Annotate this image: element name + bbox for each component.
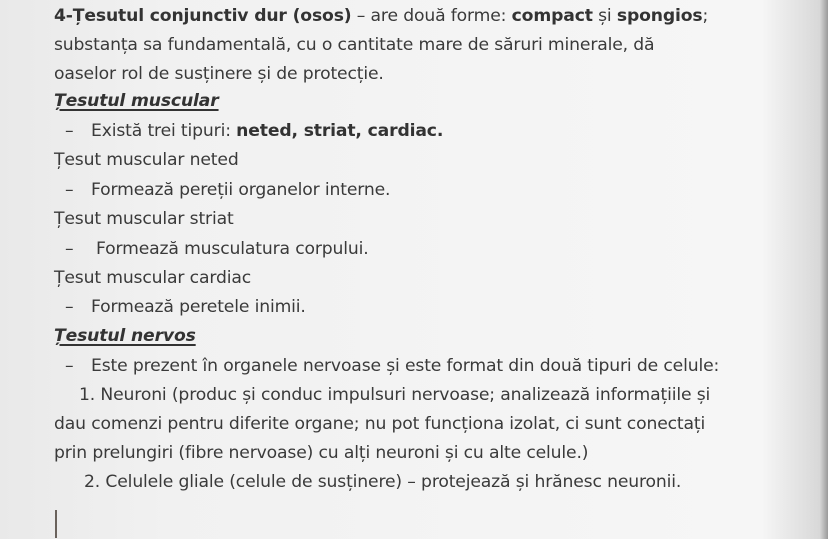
- dash-bullet: –: [65, 356, 74, 376]
- striated-muscle-title: Țesut muscular striat: [54, 209, 234, 229]
- nerve-heading: Țesutul nervos: [54, 326, 196, 346]
- bone-tissue-title: 4-Țesutul conjunctiv dur (osos): [54, 6, 352, 26]
- muscle-heading: Țesutul muscular: [54, 91, 219, 111]
- muscle-types-line: – Există trei tipuri: neted, striat, cardiac.: [65, 121, 444, 141]
- smooth-muscle-desc: – Formează pereții organelor interne.: [65, 180, 391, 200]
- spongios-term: spongios: [616, 6, 703, 26]
- dash-bullet: –: [65, 239, 74, 259]
- bone-tissue-line-1: 4-Țesutul conjunctiv dur (osos) – are două forme: compact și spongios;: [54, 6, 709, 26]
- text-cursor: [55, 510, 57, 538]
- neurons-line-3: prin prelungiri (fibre nervoase) cu alți neuroni și cu alte celule.): [54, 443, 589, 463]
- neurons-line-2: dau comenzi pentru diferite organe; nu pot funcționa izolat, ci sunt conectați: [54, 414, 706, 434]
- muscle-types-bold: neted, striat, cardiac.: [236, 121, 444, 141]
- striated-muscle-desc: – Formează musculatura corpului.: [65, 239, 369, 259]
- bone-tissue-line-2: substanța sa fundamentală, cu o cantitate mare de săruri minerale, dă: [54, 35, 655, 55]
- cardiac-muscle-title: Țesut muscular cardiac: [54, 268, 252, 288]
- dash-bullet: –: [65, 297, 74, 317]
- neurons-line-1: 1. Neuroni (produc și conduc impulsuri nervoase; analizează informațiile și: [79, 385, 711, 405]
- dash-bullet: –: [65, 121, 74, 141]
- cardiac-muscle-desc: – Formează peretele inimii.: [65, 297, 306, 317]
- nerve-intro: – Este prezent în organele nervoase și este format din două tipuri de celule:: [65, 356, 720, 376]
- smooth-muscle-title: Țesut muscular neted: [54, 150, 239, 170]
- bone-tissue-line-3: oaselor rol de susținere și de protecție.: [54, 64, 384, 84]
- glial-cells-line: 2. Celulele gliale (celule de susținere) – protejează și hrănesc neuronii.: [84, 472, 682, 492]
- dash-bullet: –: [65, 180, 74, 200]
- compact-term: compact: [511, 6, 593, 26]
